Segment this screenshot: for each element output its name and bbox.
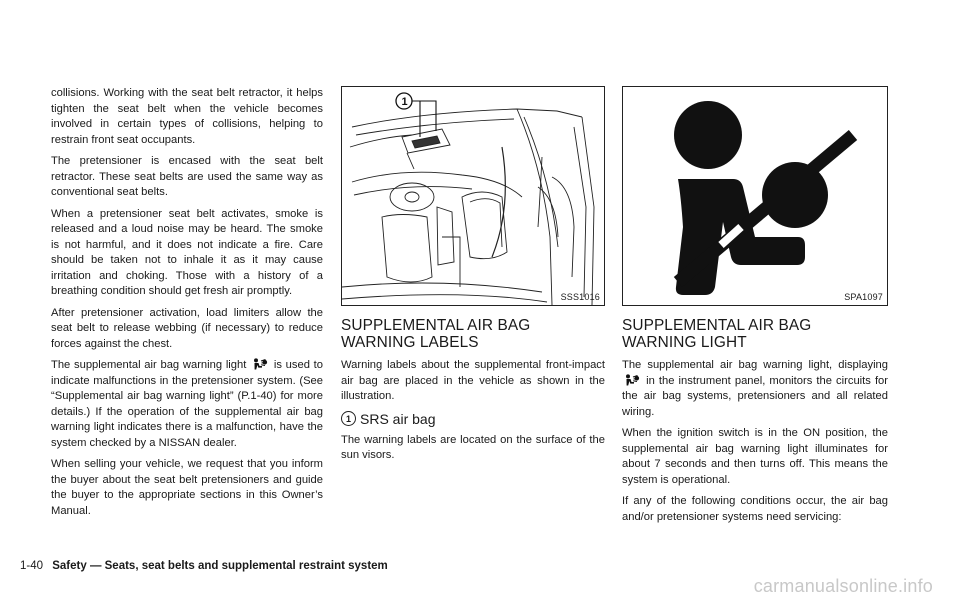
page-footer [20, 560, 388, 572]
airbag-warning-icon [252, 358, 268, 370]
paragraph-text: is used to indicate malfunctions in the pretensioner system. (See “Supplemental air bag warning light” (P.1-40) for more details.) If the operation of the supplemental air bag warning light indicates there is a malfunction, have the system checked by a NISSAN dealer. [51, 359, 324, 449]
paragraph: Warning labels about the supplemental front-impact air bag are placed in the vehicle as shown in the illustration. [341, 359, 605, 402]
page-number: 1-40 [20, 560, 44, 572]
figure-code: SSS1016 [560, 292, 600, 302]
paragraph: The warning labels are located on the surface of the sun visors. [341, 433, 605, 461]
airbag-symbol-figure [622, 86, 888, 306]
paragraph: collisions. Working with the seat belt retractor, it helps tighten the seat belt when the vehicle becomes involved in certain types of collisions, helping to restrain front seat occupants. [51, 87, 323, 146]
paragraph [622, 358, 888, 420]
paragraph: When a pretensioner seat belt activates, smoke is released and a loud noise may be heard. The smoke is not harmful, and it does not indicate a fire. Care should be taken not to inhale it as it may cause irritation and choking. Those with a history of a breathing condition should get fresh air promptly. [51, 207, 323, 297]
legend-label: SRS air bag [360, 410, 436, 427]
paragraph: If any of the following conditions occur, the air bag and/or pretensioner systems need servicing: [622, 495, 888, 523]
section-heading: SUPPLEMENTAL AIR BAG WARNING LIGHT [622, 317, 812, 351]
car-interior-drawing [342, 87, 605, 305]
numbered-callout-icon [398, 94, 411, 108]
middle-column [341, 86, 605, 470]
airbag-symbol [623, 87, 888, 305]
left-column [51, 86, 323, 525]
paragraph: When the ignition switch is in the ON position, the supplemental air bag warning light illuminates for about 7 seconds and then turns off. This means the system is operational. [622, 427, 888, 486]
paragraph-text: in the instrument panel, monitors the circuits for the air bag systems, pretensioners and all related wiring. [622, 374, 888, 418]
svg-text:1: 1 [401, 96, 408, 108]
paragraph-text: The supplemental air bag warning light, displaying [622, 359, 888, 371]
airbag-warning-icon [624, 374, 640, 386]
paragraph: When selling your vehicle, we request that you inform the buyer about the seat belt pretensioners and guide the buyer to the appropriate sections in this Owner’s Manual. [51, 458, 323, 517]
figure-code: SPA1097 [844, 292, 883, 302]
chapter-title: Safety — Seats, seat belts and supplemental restraint system [52, 560, 388, 572]
legend-item [341, 411, 605, 427]
section-heading: SUPPLEMENTAL AIR BAG WARNING LABELS [341, 317, 531, 351]
paragraph: After pretensioner activation, load limiters allow the seat belt to release webbing (if necessary) to reduce forces against the chest. [51, 306, 323, 350]
paragraph-text: The supplemental air bag warning light [51, 359, 247, 371]
vehicle-interior-illustration [341, 86, 605, 306]
paragraph [51, 358, 323, 451]
paragraph: The pretensioner is encased with the seat belt retractor. These seat belts are used the same way as conventional seat belts. [51, 155, 323, 198]
numbered-callout-icon: 1 [341, 411, 356, 426]
watermark: carmanualsonline.info [753, 576, 933, 596]
right-column [622, 86, 888, 531]
